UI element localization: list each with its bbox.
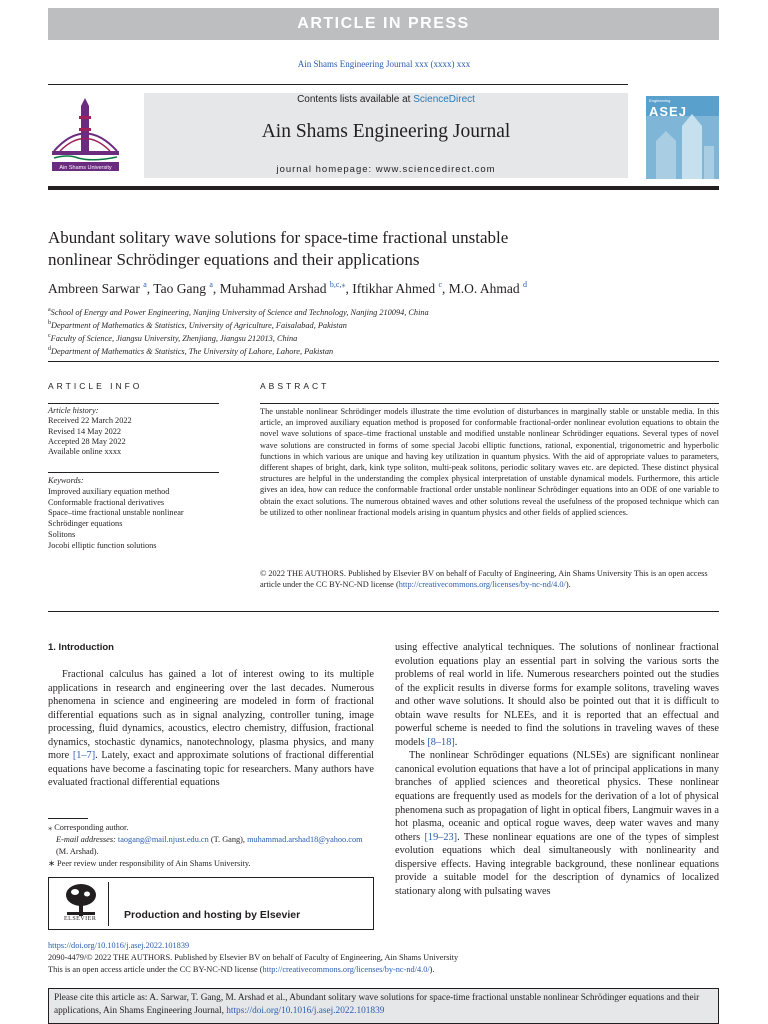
peer-review-text: Peer review under responsibility of Ain Shams University.: [57, 859, 251, 868]
abstract-rule: [260, 403, 719, 404]
corresponding-author-text: Corresponding author.: [54, 823, 129, 832]
paragraph-text: Fractional calculus has gained a lot of interest owing to its multiple applications in research and engineering over the last decades. Numerous phenomena in science and engineering are modeled in form of fractional differential equations such as in signal analyzing, controller tuning, image processing, fluid dynamics, acoustics, electro chemistry, diffusion, fractional dynamics, stochastic dynamics, nanotechnology, plasma physics, and many more: [48, 669, 374, 762]
title-line-2: nonlinear Schrödinger equations and their applications: [48, 250, 420, 269]
peer-review-footnote: [48, 858, 374, 870]
affiliation-item: [48, 331, 719, 344]
citation-link[interactable]: [8–18]: [427, 736, 455, 748]
author-separator: ,: [345, 281, 353, 296]
article-title: [48, 227, 668, 271]
affiliation-item: [48, 344, 719, 357]
author-affiliation-marker[interactable]: a: [143, 280, 147, 289]
author-list: [48, 281, 719, 297]
article-in-press-banner: ARTICLE IN PRESS: [48, 8, 719, 40]
paragraph-text: The nonlinear Schrödinger equations (NLSEs) are significant nonlinear canonical evolution equations that have a lot of principal applications in many branches of applied sciences and theoretical physics. These nonlinear equations are frequently used as models for the derivation of a lot of physical phenomena such as propagation of light in optical fibers, Langmuir waves in a hot plasma, oceanic and optical rogue waves, deep water waves and many others: [395, 750, 719, 843]
email-label: E-mail addresses:: [56, 835, 118, 844]
keyword-item: Schrödinger equations: [48, 519, 123, 529]
section-rule: [48, 361, 719, 362]
abstract-text: The unstable nonlinear Schrödinger models illustrate the time evolution of disturbances in marginally stable or unstable media. In this article, an improved auxiliary equation method is proposed for conformable fractional-order nonlinear evolution equations to obtain the novel wave solutions of space–time fractional unstable and modified unstable nonlinear Schrödinger equations. Several types of novel wave solutions are constructed in forms of some special Jacobi elliptic functions, rational, exponential, trigonometric and hyperbolic functions in which various are unique and having key utilization in quantum physics. With the aid of appropriate values to parameters, different shapes of bright, dark, kink type soliton, multi-peak solitons, periodic solitary waves etc. are depicted. These distinct physical structures are helpful in the understanding the complex physical interpretation of unstable dynamical models. Furthermore, this article gives an idea, how can reduce the conformable fractional order unstable nonlinear Schrödinger equations into an ODE of one variable to obtain the exact solutions. The numerous obtained waves and other solutions reveal the usefulness of the proposed technique which can be utilized to other nonlinear fractional models arising in quantum physics and other fields of applied sciences.: [260, 407, 719, 517]
sciencedirect-link[interactable]: ScienceDirect: [413, 94, 475, 105]
author-name: Muhammad Arshad: [219, 281, 327, 296]
paragraph: [48, 668, 374, 790]
author-name: Tao Gang: [153, 281, 206, 296]
author-affiliation-marker[interactable]: b,c,⁎: [329, 280, 346, 289]
cite-text: Please cite this article as: A. Sarwar, T. Gang, M. Arshad et al., Abundant solitary wave solutions for space-time fractional unstable nonlinear Schrödinger equations and their applications, Ain Shams Engineering Journal,: [54, 993, 700, 1016]
license-link[interactable]: http://creativecommons.org/licenses/by-nc-nd/4.0/: [398, 580, 566, 590]
box-divider: [108, 882, 109, 926]
affiliation-item: [48, 305, 719, 318]
cover-label: Engineering: [649, 98, 671, 103]
footnotes: [48, 822, 374, 870]
article-info-rule: [48, 403, 219, 404]
keyword-item: Jocobi elliptic function solutions: [48, 540, 157, 550]
author-affiliation-marker[interactable]: d: [523, 280, 528, 289]
article-info-heading: ARTICLE INFO: [48, 381, 143, 391]
header-thick-rule: [48, 186, 719, 190]
university-logo: [48, 96, 123, 174]
affiliation-marker: b: [48, 319, 51, 326]
citation-link[interactable]: [19–23]: [424, 831, 458, 843]
corresponding-footnote: [48, 822, 374, 834]
article-history: [48, 406, 219, 457]
journal-banner: [144, 93, 628, 178]
author-name: M.O. Ahmad: [448, 281, 520, 296]
doi-link[interactable]: https://doi.org/10.1016/j.asej.2022.101839: [48, 941, 190, 950]
asterisk-icon: ⁎: [48, 823, 55, 832]
header-rule: [48, 84, 628, 85]
production-hosting-text: Production and hosting by Elsevier: [124, 909, 301, 921]
elsevier-label: ELSEVIER: [64, 916, 97, 922]
author: [153, 281, 219, 296]
paragraph-text: .: [454, 736, 458, 748]
footnote-rule: [48, 818, 88, 819]
affiliation-text: Department of Mathematics & Statistics, The University of Lahore, Lahore, Pakistan: [51, 346, 334, 356]
author: [352, 281, 449, 296]
cite-doi-link[interactable]: https://doi.org/10.1016/j.asej.2022.101839: [226, 1006, 385, 1016]
keywords-label: Keywords:: [48, 476, 84, 485]
author-affiliation-marker[interactable]: c: [438, 280, 443, 289]
title-line-1: Abundant solitary wave solutions for space-time fractional unstable: [48, 228, 509, 247]
contents-line: [144, 94, 628, 105]
history-item: Accepted 28 May 2022: [48, 436, 126, 446]
author: [449, 281, 527, 296]
paragraph: [395, 749, 719, 898]
author: [220, 281, 353, 296]
email-owner-2: (M. Arshad).: [56, 847, 99, 856]
author-name: Iftikhar Ahmed: [352, 281, 436, 296]
copyright-notice: [260, 568, 719, 590]
author-affiliation-marker[interactable]: a: [209, 280, 213, 289]
journal-reference-link[interactable]: Ain Shams Engineering Journal xxx (xxxx) xxx: [297, 59, 471, 69]
keywords-rule: [48, 472, 219, 473]
open-access-line: [48, 964, 719, 976]
author-separator: ,: [442, 281, 449, 296]
paragraph-text: using effective analytical techniques. The solutions of nonlinear fractional evolution equations play an essential part in solving the various sorts the problems of real world in life. Numerous researchers pointed out the studies of the explicit results in diverse forms for example solitons, traveling waves and other wave solutions. It should also be pointed out that it is difficult to obtain wave results for NLEEs, and it is reported that an effectual and powerful scheme is needed to find the solutions in traveling waves of these models: [395, 642, 719, 748]
paragraph-text: . Lately, exact and approximate solutions of fractional differential equations have become a fascinating topic for researchers. Many authors have evaluated fractional differential equations: [48, 750, 374, 789]
keyword-item: Improved auxiliary equation method: [48, 486, 170, 496]
logo-caption: Ain Shams University: [59, 165, 112, 171]
affiliation-marker: d: [48, 345, 51, 352]
journal-cover-image: [646, 86, 719, 179]
oa-suffix: ).: [429, 964, 435, 974]
affiliation-item: [48, 318, 719, 331]
asterisk-icon: ∗: [48, 859, 58, 868]
journal-title: Ain Shams Engineering Journal: [261, 121, 511, 142]
keyword-item: Conformable fractional derivatives: [48, 497, 165, 507]
affiliation-text: Faculty of Science, Jiangsu University, Zhenjiang, Jiangsu 212013, China: [50, 333, 298, 343]
keyword-list: [48, 476, 219, 552]
section-heading-introduction: 1. Introduction: [48, 642, 114, 653]
section-rule: [48, 611, 719, 612]
email-footnote: [48, 834, 374, 858]
citation-link[interactable]: [1–7]: [72, 750, 96, 762]
author-separator: ,: [146, 281, 154, 296]
copyright-end: ).: [565, 580, 571, 590]
issn-copyright: [48, 952, 719, 975]
affiliation-text: Department of Mathematics & Statistics, University of Agriculture, Faisalabad, Pakistan: [51, 320, 347, 330]
keyword-item: Space–time fractional unstable nonlinear: [48, 508, 184, 518]
paragraph-text: . These nonlinear equations are one of the types of simplest evolution equations which deal simultaneously with nonlinearity and dispersive effects. Having integrable background, these nonlinear equations provide a suitable model for the description of dynamics of localized stationary along with pulsating waves: [395, 831, 719, 897]
email-link-1[interactable]: taogang@mail.njust.edu.cn: [117, 835, 209, 844]
elsevier-tree-icon: [63, 882, 99, 916]
author: [48, 281, 153, 296]
issn-line: 2090-4479/© 2022 THE AUTHORS. Published by Elsevier BV on behalf of Faculty of Engineering, Ain Shams University: [48, 953, 459, 962]
contents-prefix: Contents lists available at: [297, 94, 414, 105]
copyright-text: © 2022 THE AUTHORS. Published by Elsevier BV on behalf of Faculty of Engineering, Ain Shams University This is an open access article under the CC BY-NC-ND license (: [260, 569, 708, 590]
email-link-2[interactable]: muhammad.arshad18@yahoo.com: [247, 835, 363, 844]
affiliation-list: [48, 305, 719, 357]
author-name: Ambreen Sarwar: [48, 281, 140, 296]
license-link[interactable]: http://creativecommons.org/licenses/by-nc-nd/4.0/: [262, 964, 430, 974]
affiliation-marker: c: [48, 332, 51, 339]
keyword-item: Solitons: [48, 529, 76, 539]
affiliation-marker: a: [48, 307, 51, 313]
history-item: Received 22 March 2022: [48, 416, 132, 426]
paragraph: [395, 641, 719, 749]
history-item: Revised 14 May 2022: [48, 426, 122, 436]
left-column-text: [48, 668, 374, 790]
author-separator: ,: [212, 281, 220, 296]
cite-this-article-box: [48, 988, 719, 1024]
right-column-text: [395, 641, 719, 898]
abstract-heading: ABSTRACT: [260, 381, 330, 391]
journal-homepage[interactable]: journal homepage: www.sciencedirect.com: [276, 164, 496, 175]
oa-prefix: This is an open access article under the CC BY-NC-ND license (: [48, 964, 263, 974]
cover-journal-abbrev: ASEJ: [649, 104, 687, 119]
affiliation-text: School of Energy and Power Engineering, Nanjing University of Science and Technology, Nanjing 210094, China: [50, 307, 429, 317]
history-label: Article history:: [48, 406, 99, 415]
elsevier-hosting-box: [48, 877, 374, 930]
history-item: Available online xxxx: [48, 447, 122, 457]
email-owner-1: (T. Gang),: [208, 835, 248, 844]
